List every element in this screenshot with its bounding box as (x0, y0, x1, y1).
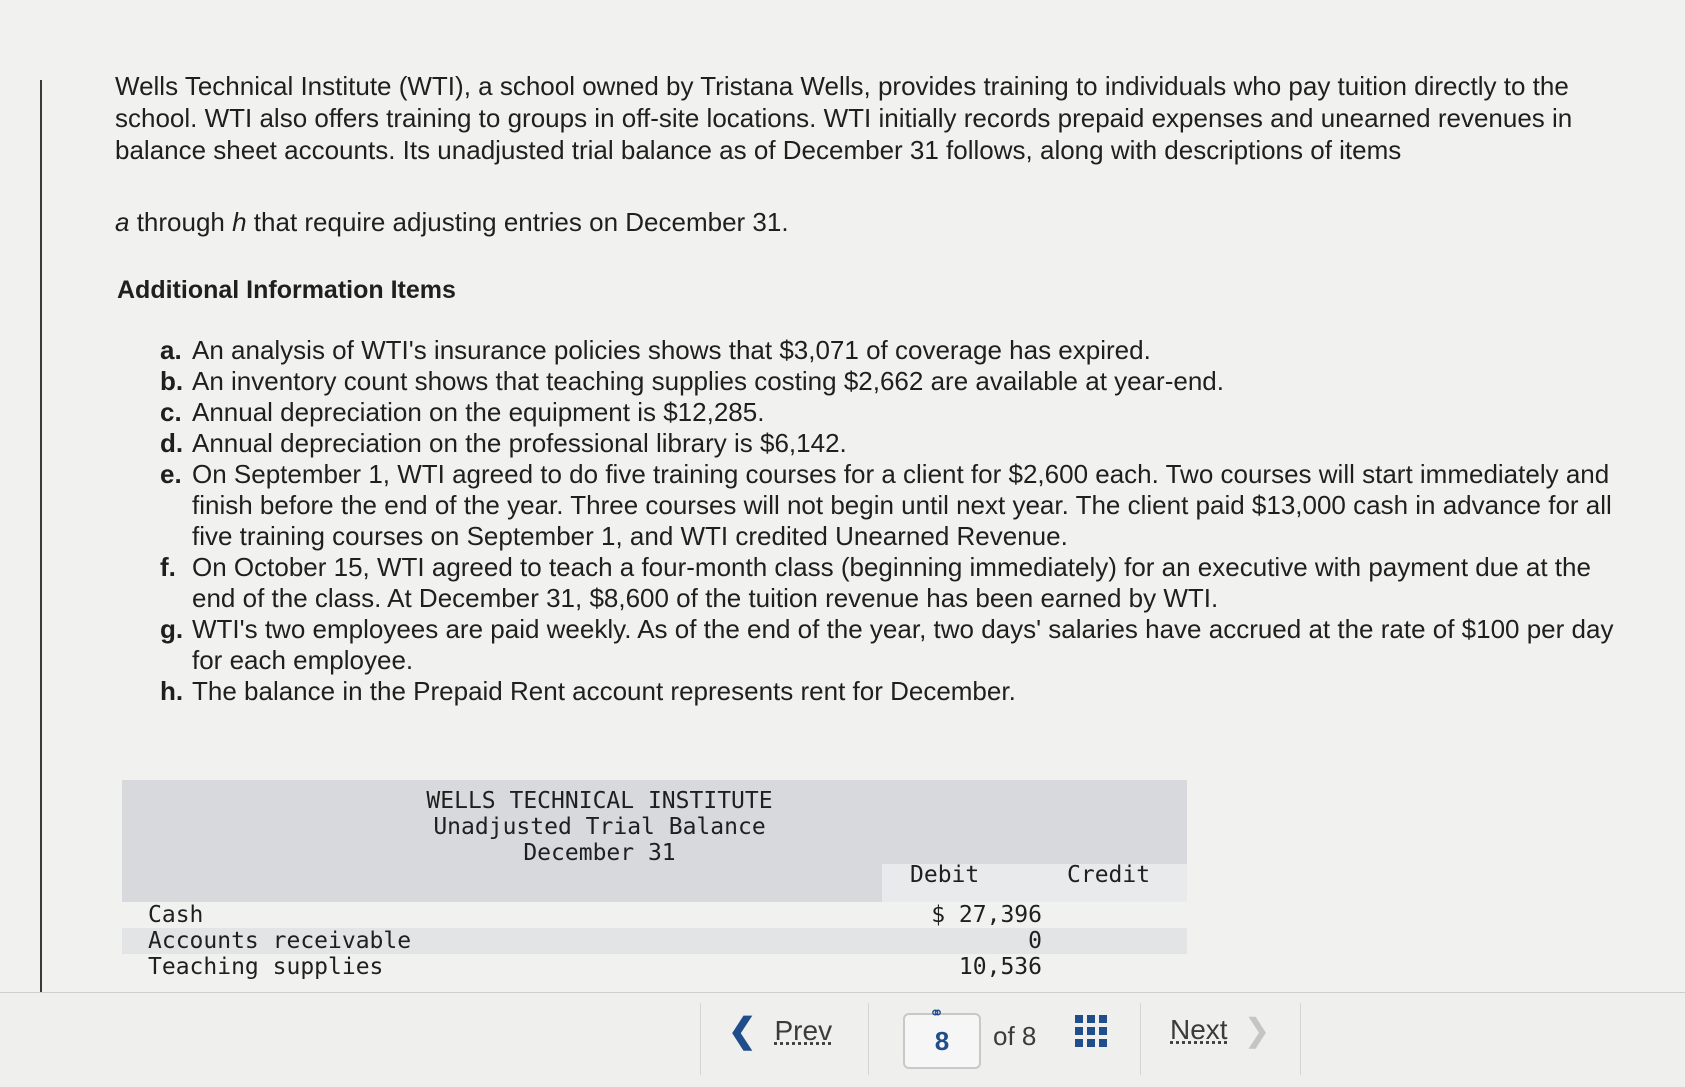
company-name: WELLS TECHNICAL INSTITUTE (426, 788, 773, 814)
prev-label: Prev (774, 1015, 833, 1046)
footer-divider (1300, 1003, 1301, 1075)
page-number-selector[interactable] (903, 1003, 981, 1069)
item-letter: f. (160, 552, 176, 582)
account-name: Teaching supplies (148, 954, 384, 980)
debit-value: 10,536 (958, 954, 1042, 980)
item-letter: b. (160, 366, 184, 396)
item-text: On September 1, WTI agreed to do five training courses for a client for $2,600 each. Two courses will start immediately and finish before the end of the year. Three courses will not begin until next year. The client paid $13,000 cash in advance for all five training courses on September 1, and WTI credited Unearned Revenue. (192, 459, 1612, 551)
item-text: Annual depreciation on the professional library is $6,142. (192, 428, 847, 458)
table-row (122, 902, 1187, 928)
account-name: Cash (148, 902, 204, 928)
list-item (160, 552, 1630, 614)
through-word: through (129, 207, 233, 237)
trial-balance-title (422, 788, 777, 866)
item-letter: g. (160, 614, 184, 644)
list-item (160, 459, 1630, 552)
next-button[interactable] (1170, 1011, 1270, 1049)
left-border-rule (40, 80, 42, 992)
chevron-left-icon: ❮ (728, 1012, 757, 1050)
var-a: a (115, 207, 130, 237)
item-text: An inventory count shows that teaching supplies costing $2,662 are available at year-end. (192, 366, 1224, 396)
subintro-rest: that require adjusting entries on December 31. (246, 207, 789, 237)
item-text: An analysis of WTI's insurance policies shows that $3,071 of coverage has expired. (192, 335, 1151, 365)
item-letter: h. (160, 676, 184, 706)
debit-value: 0 (1028, 928, 1042, 954)
table-row (122, 954, 1187, 980)
item-letter: c. (160, 397, 182, 427)
list-item (160, 614, 1630, 676)
prev-button[interactable] (728, 1011, 832, 1051)
footer-divider (700, 1003, 701, 1075)
footer-divider (868, 1003, 869, 1075)
chevron-right-icon: ❯ (1243, 1012, 1271, 1048)
section-title: Additional Information Items (117, 276, 456, 304)
item-text: WTI's two employees are paid weekly. As of the end of the year, two days' salaries have accrued at the rate of $100 per day for each employee. (192, 614, 1614, 675)
statement-date: December 31 (523, 840, 676, 866)
var-h: h (232, 207, 247, 237)
list-item (160, 335, 1630, 366)
item-letter: e. (160, 459, 182, 489)
grid-icon[interactable] (1075, 1015, 1107, 1047)
item-text: Annual depreciation on the equipment is $12,285. (192, 397, 765, 427)
debit-value: $ 27,396 (931, 902, 1042, 928)
item-text: The balance in the Prepaid Rent account represents rent for December. (192, 676, 1016, 706)
pagination-footer (0, 992, 1685, 1087)
link-icon: ⚭ (929, 1003, 945, 1023)
next-label: Next (1170, 1014, 1228, 1045)
trial-balance-table (122, 780, 1187, 980)
item-letter: a. (160, 335, 182, 365)
current-page-number: 8 (934, 1026, 950, 1056)
additional-info-list (115, 335, 1630, 707)
page-total: of 8 (993, 1021, 1037, 1051)
footer-divider (1140, 1003, 1141, 1075)
list-item (160, 428, 1630, 459)
list-item (160, 676, 1630, 707)
problem-intro: Wells Technical Institute (WTI), a school owned by Tristana Wells, provides training to individuals who pay tuition directly to the school. WTI also offers training to groups in off-site locations. WTI initially records prepaid expenses and unearned revenues in balance sheet accounts. Its unadjusted trial balance as of December 31 follows, along with descriptions of items (115, 71, 1573, 165)
column-header-credit: Credit (1067, 862, 1151, 888)
problem-subintro (115, 206, 1615, 238)
account-name: Accounts receivable (148, 928, 412, 954)
list-item (160, 366, 1630, 397)
column-header-debit: Debit (910, 862, 980, 888)
question-content (115, 70, 1615, 707)
table-row (122, 928, 1187, 954)
statement-name: Unadjusted Trial Balance (433, 814, 766, 840)
list-item (160, 397, 1630, 428)
item-letter: d. (160, 428, 184, 458)
trial-balance-header (122, 780, 1187, 902)
item-text: On October 15, WTI agreed to teach a four-month class (beginning immediately) for an executive with payment due at the end of the class. At December 31, $8,600 of the tuition revenue has been earned by WTI. (192, 552, 1591, 613)
